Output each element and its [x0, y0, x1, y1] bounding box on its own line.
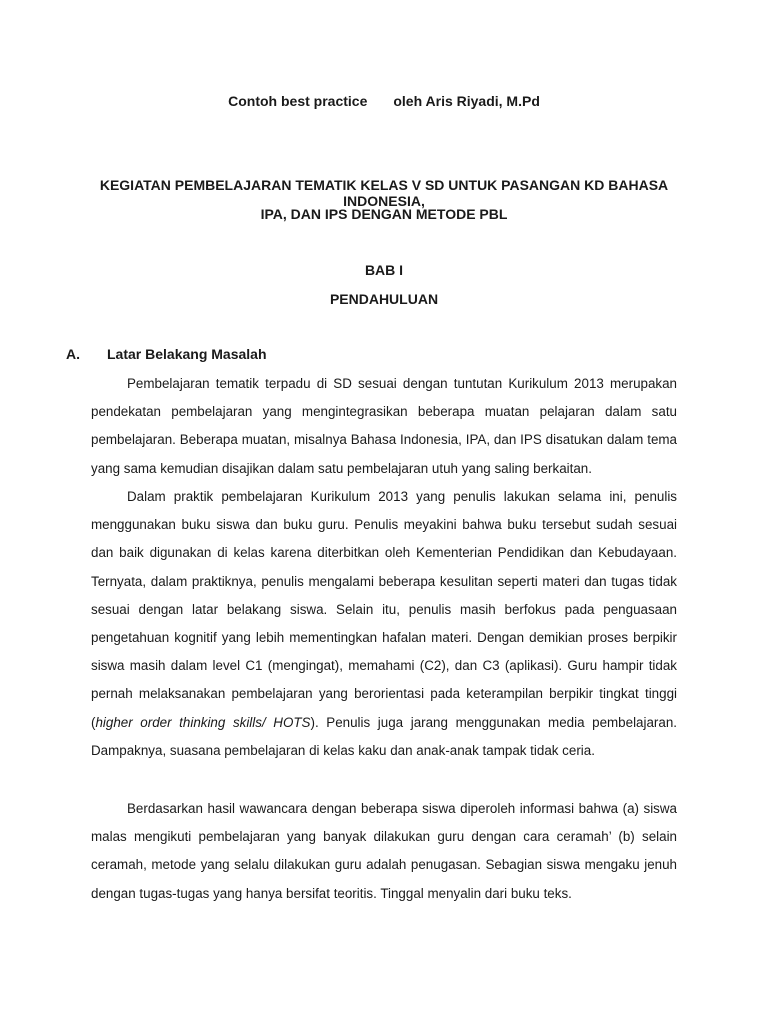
- paragraph-3-block: [91, 795, 677, 908]
- paragraph-2: [91, 483, 677, 765]
- document-header: [0, 93, 768, 109]
- paragraph-2-text-a: Dalam praktik pembelajaran Kurikulum 2013 yang penulis lakukan selama ini, penulis menggunakan buku siswa dan buku guru. Penulis meyakini bahwa buku tersebut sudah sesuai dan baik digunakan di kelas karena diterbitkan oleh Kementerian Pendidikan dan Kebudayaan. Ternyata, dalam praktiknya, penulis mengalami beberapa kesulitan seperti materi dan tugas tidak sesuai dengan latar belakang siswa. Selain itu, penulis masih berfokus pada penguasaan pengetahuan kognitif yang lebih mementingkan hafalan materi. Dengan demikian proses berpikir siswa masih dalam level C1 (mengingat), memahami (C2), dan C3 (aplikasi). Guru hampir tidak pernah melaksanakan pembelajaran yang berorientasi pada keterampilan berpikir tingkat tinggi (: [91, 489, 677, 730]
- chapter-name: PENDAHULUAN: [329, 291, 439, 307]
- section-heading: [66, 346, 267, 362]
- section-title: Latar Belakang Masalah: [107, 346, 267, 362]
- paragraph-1-block: [91, 370, 677, 483]
- paragraph-1: Pembelajaran tematik terpadu di SD sesuai dengan tuntutan Kurikulum 2013 merupakan pendekatan pembelajaran yang mengintegrasikan beberapa muatan pelajaran dalam satu pembelajaran. Beberapa muatan, misalnya Bahasa Indonesia, IPA, dan IPS disatukan dalam tema yang sama kemudian disajikan dalam satu pembelajaran utuh yang saling berkaitan.: [91, 376, 677, 476]
- chapter-number: BAB I: [364, 262, 404, 278]
- paragraph-2-italic-term: higher order thinking skills/ HOTS: [95, 714, 311, 730]
- document-title-line-1: KEGIATAN PEMBELAJARAN TEMATIK KELAS V SD UNTUK PASANGAN KD BAHASA INDONESIA,: [99, 177, 669, 209]
- paragraph-2-block: [91, 483, 677, 765]
- paragraph-3: Berdasarkan hasil wawancara dengan beberapa siswa diperoleh informasi bahwa (a) siswa malas mengikuti pembelajaran yang banyak dilakukan guru dengan cara ceramah’ (b) selain ceramah, metode yang selalu dilakukan guru adalah penugasan. Sebagian siswa mengaku jenuh dengan tugas-tugas yang hanya bersifat teoritis. Tinggal menyalin dari buku teks.: [91, 801, 677, 901]
- header-author: oleh Aris Riyadi, M.Pd: [393, 93, 540, 109]
- section-number: A.: [66, 346, 80, 362]
- paragraph-2-text-b: ). Penulis juga jarang menggunakan media pembelajaran. Dampaknya, suasana pembelajaran di kelas kaku dan anak-anak tampak tidak ceria.: [91, 714, 677, 758]
- header-label: Contoh best practice: [228, 93, 368, 109]
- document-title-line-2: IPA, DAN IPS DENGAN METODE PBL: [260, 206, 508, 222]
